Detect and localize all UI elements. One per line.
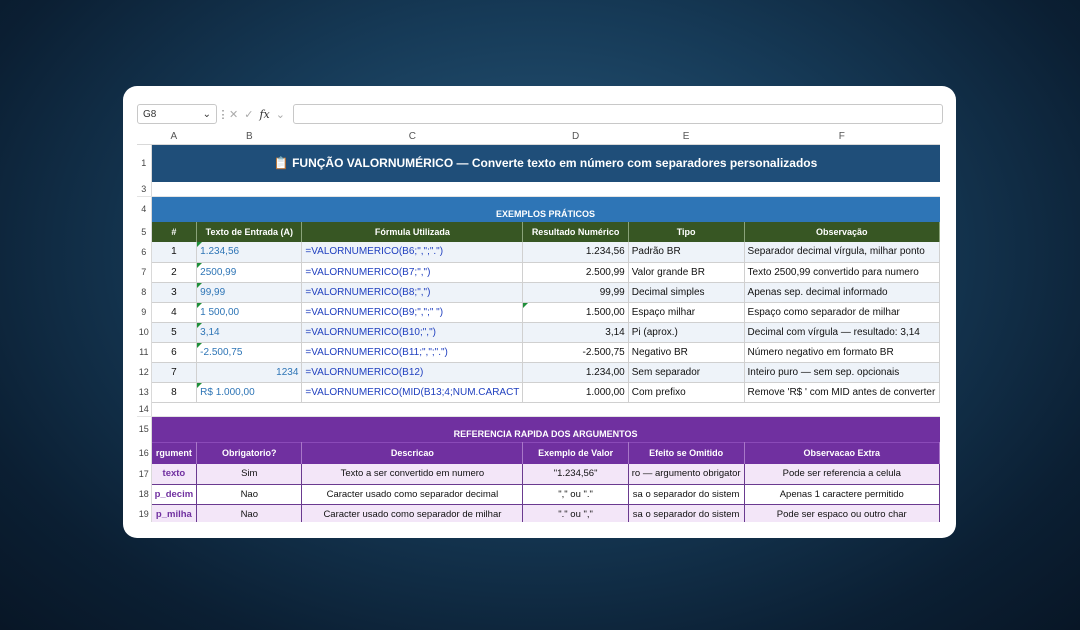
header-cell[interactable]: Exemplo de Valor — [523, 442, 628, 464]
cell-argument[interactable]: p_milha — [151, 504, 197, 522]
cell-index[interactable]: 6 — [151, 342, 197, 362]
cell-result[interactable]: 1.234,56 — [523, 242, 628, 262]
cell-example[interactable]: "," ou "." — [523, 484, 628, 504]
cell-input[interactable]: 99,99 — [197, 282, 302, 302]
cell-result[interactable]: 1.500,00 — [523, 302, 628, 322]
cell-result[interactable]: 1.234,00 — [523, 362, 628, 382]
cell-index[interactable]: 7 — [151, 362, 197, 382]
cell-result[interactable]: -2.500,75 — [523, 342, 628, 362]
spacer-row — [137, 182, 940, 196]
cell-extra[interactable]: Apenas 1 caractere permitido — [744, 484, 939, 504]
row-number[interactable]: 16 — [137, 442, 151, 464]
section-title-examples[interactable]: EXEMPLOS PRÁTICOS — [151, 196, 939, 222]
insert-function-icon[interactable]: fx — [259, 107, 270, 121]
formula-bar-area — [137, 104, 943, 124]
section-header-row — [137, 196, 940, 222]
cell-formula[interactable]: =VALORNUMERICO(B11;",";".") — [302, 342, 523, 362]
table-row — [137, 382, 940, 402]
header-cell[interactable]: rgument — [151, 442, 197, 464]
cell-formula[interactable]: =VALORNUMERICO(MID(B13;4;NUM.CARACT — [302, 382, 523, 402]
cell-result[interactable]: 3,14 — [523, 322, 628, 342]
column-header[interactable]: B — [197, 130, 302, 144]
table-row — [137, 262, 940, 282]
name-box[interactable] — [137, 104, 217, 124]
table-row — [137, 362, 940, 382]
column-header[interactable]: F — [744, 130, 939, 144]
cell-index[interactable]: 5 — [151, 322, 197, 342]
header-cell[interactable]: Resultado Numérico — [523, 222, 628, 242]
header-cell[interactable]: Observação — [744, 222, 939, 242]
reference-row — [137, 504, 940, 522]
cell-index[interactable]: 1 — [151, 242, 197, 262]
cell-index[interactable]: 2 — [151, 262, 197, 282]
cell-formula[interactable]: =VALORNUMERICO(B6;",";".") — [302, 242, 523, 262]
cell-result[interactable]: 99,99 — [523, 282, 628, 302]
header-cell[interactable]: Obrigatorio? — [197, 442, 302, 464]
cell-type[interactable]: Valor grande BR — [628, 262, 744, 282]
cell-note[interactable]: Separador decimal vírgula, milhar ponto — [744, 242, 939, 262]
header-cell[interactable]: Fórmula Utilizada — [302, 222, 523, 242]
section-header-row — [137, 416, 940, 442]
cell-omitted-effect[interactable]: sa o separador do sistem — [628, 484, 744, 504]
section-title-reference[interactable]: REFERENCIA RAPIDA DOS ARGUMENTOS — [151, 416, 939, 442]
title-row — [137, 144, 940, 182]
cell-note[interactable]: Apenas sep. decimal informado — [744, 282, 939, 302]
header-cell[interactable]: Tipo — [628, 222, 744, 242]
sheet-table — [137, 130, 940, 522]
reference-header-row — [137, 442, 940, 464]
column-header-row — [137, 130, 940, 144]
row-number[interactable]: 7 — [137, 262, 151, 282]
column-header[interactable]: D — [523, 130, 628, 144]
row-number[interactable]: 15 — [137, 416, 151, 442]
header-cell[interactable]: Descricao — [302, 442, 523, 464]
cell-example[interactable]: "1.234,56" — [523, 464, 628, 484]
reference-row — [137, 464, 940, 484]
cell-formula[interactable]: =VALORNUMERICO(B12) — [302, 362, 523, 382]
chevron-down-icon[interactable]: ⌄ — [275, 108, 285, 121]
worksheet-grid[interactable] — [137, 130, 940, 522]
cell-input[interactable]: 1.234,56 — [197, 242, 302, 262]
enter-icon[interactable]: ✓ — [244, 108, 254, 121]
cell-note[interactable]: Espaço como separador de milhar — [744, 302, 939, 322]
cell-type[interactable]: Padrão BR — [628, 242, 744, 262]
more-options-icon[interactable]: ⋮ — [217, 108, 229, 121]
cell-formula[interactable]: =VALORNUMERICO(B9;",";" ") — [302, 302, 523, 322]
cell-result[interactable]: 1.000,00 — [523, 382, 628, 402]
cell-type[interactable]: Com prefixo — [628, 382, 744, 402]
empty-cell[interactable] — [151, 182, 939, 196]
row-number[interactable]: 6 — [137, 242, 151, 262]
cell-index[interactable]: 8 — [151, 382, 197, 402]
cancel-icon[interactable]: ✕ — [229, 108, 239, 121]
name-box-value: G8 — [143, 108, 157, 120]
cell-example[interactable]: "." ou "," — [523, 504, 628, 522]
cell-extra[interactable]: Pode ser espaco ou outro char — [744, 504, 939, 522]
row-number[interactable]: 17 — [137, 464, 151, 484]
row-number[interactable]: 12 — [137, 362, 151, 382]
cell-note[interactable]: Texto 2500,99 convertido para numero — [744, 262, 939, 282]
cell-extra[interactable]: Pode ser referencia a celula — [744, 464, 939, 484]
column-header[interactable]: A — [151, 130, 197, 144]
row-number[interactable]: 14 — [137, 402, 151, 416]
row-number[interactable]: 10 — [137, 322, 151, 342]
cell-input[interactable]: 1234 — [197, 362, 302, 382]
table-row — [137, 282, 940, 302]
column-header[interactable]: E — [628, 130, 744, 144]
spacer-row — [137, 402, 940, 416]
cell-omitted-effect[interactable]: sa o separador do sistem — [628, 504, 744, 522]
cell-note[interactable]: Número negativo em formato BR — [744, 342, 939, 362]
cell-result[interactable]: 2.500,99 — [523, 262, 628, 282]
cell-input[interactable]: 2500,99 — [197, 262, 302, 282]
cell-note[interactable]: Decimal com vírgula — resultado: 3,14 — [744, 322, 939, 342]
row-number[interactable]: 8 — [137, 282, 151, 302]
cell-required[interactable]: Nao — [197, 484, 302, 504]
formula-input[interactable] — [293, 104, 943, 124]
row-number[interactable]: 4 — [137, 196, 151, 222]
row-number[interactable]: 3 — [137, 182, 151, 196]
header-cell[interactable]: Efeito se Omitido — [628, 442, 744, 464]
cell-formula[interactable]: =VALORNUMERICO(B7;",") — [302, 262, 523, 282]
table-row — [137, 302, 940, 322]
cell-note[interactable]: Inteiro puro — sem sep. opcionais — [744, 362, 939, 382]
row-number[interactable]: 1 — [137, 144, 151, 182]
cell-note[interactable]: Remove 'R$ ' com MID antes de converter — [744, 382, 939, 402]
column-header[interactable]: C — [302, 130, 523, 144]
reference-row — [137, 484, 940, 504]
row-number[interactable]: 11 — [137, 342, 151, 362]
table-row — [137, 342, 940, 362]
cell-type[interactable]: Negativo BR — [628, 342, 744, 362]
row-number[interactable]: 19 — [137, 504, 151, 522]
cell-description[interactable]: Caracter usado como separador de milhar — [302, 504, 523, 522]
chevron-down-icon: ⌄ — [202, 108, 211, 120]
cell-type[interactable]: Decimal simples — [628, 282, 744, 302]
cell-formula[interactable]: =VALORNUMERICO(B8;",") — [302, 282, 523, 302]
cell-input[interactable]: R$ 1.000,00 — [197, 382, 302, 402]
table-row — [137, 322, 940, 342]
table-header-row — [137, 222, 940, 242]
select-all-corner[interactable] — [137, 130, 151, 144]
table-row — [137, 242, 940, 262]
cell-required[interactable]: Sim — [197, 464, 302, 484]
empty-cell[interactable] — [151, 402, 939, 416]
row-number[interactable]: 5 — [137, 222, 151, 242]
cell-omitted-effect[interactable]: ro — argumento obrigator — [628, 464, 744, 484]
row-number[interactable]: 18 — [137, 484, 151, 504]
cell-type[interactable]: Pi (aprox.) — [628, 322, 744, 342]
cell-argument[interactable]: texto — [151, 464, 197, 484]
row-number[interactable]: 9 — [137, 302, 151, 322]
cell-argument[interactable]: p_decim — [151, 484, 197, 504]
cell-required[interactable]: Nao — [197, 504, 302, 522]
spreadsheet-window — [123, 86, 956, 538]
cell-type[interactable]: Espaço milhar — [628, 302, 744, 322]
cell-formula[interactable]: =VALORNUMERICO(B10;",") — [302, 322, 523, 342]
cell-description[interactable]: Texto a ser convertido em numero — [302, 464, 523, 484]
cell-index[interactable]: 3 — [151, 282, 197, 302]
header-cell[interactable]: # — [151, 222, 197, 242]
cell-type[interactable]: Sem separador — [628, 362, 744, 382]
row-number[interactable]: 13 — [137, 382, 151, 402]
cell-description[interactable]: Caracter usado como separador decimal — [302, 484, 523, 504]
header-cell[interactable]: Observacao Extra — [744, 442, 939, 464]
cell-input[interactable]: 3,14 — [197, 322, 302, 342]
cell-input[interactable]: -2.500,75 — [197, 342, 302, 362]
header-cell[interactable]: Texto de Entrada (A) — [197, 222, 302, 242]
cell-input[interactable]: 1 500,00 — [197, 302, 302, 322]
cell-index[interactable]: 4 — [151, 302, 197, 322]
sheet-title[interactable]: 📋 FUNÇÃO VALORNUMÉRICO — Converte texto em número com separadores personalizados — [151, 144, 939, 182]
